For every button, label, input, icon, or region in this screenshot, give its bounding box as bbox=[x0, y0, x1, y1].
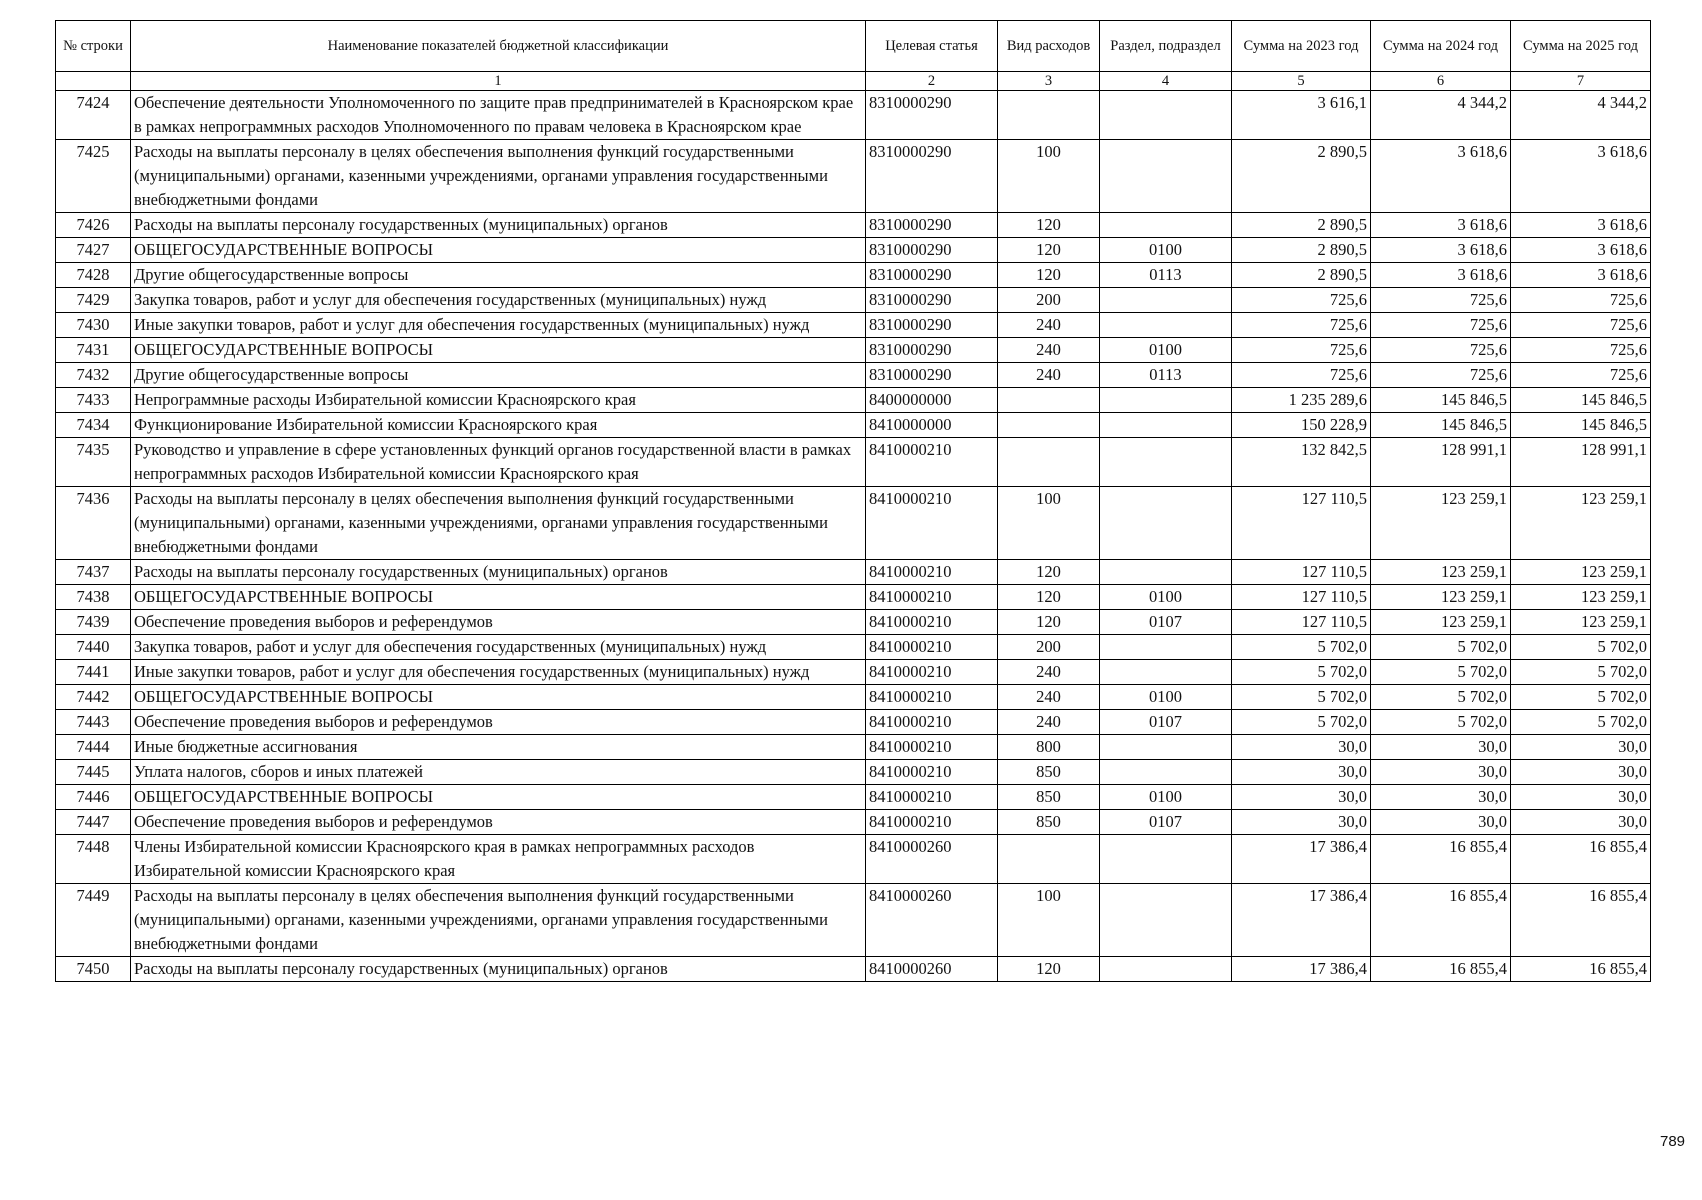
header-sum-2024: Сумма на 2024 год bbox=[1371, 21, 1511, 72]
table-row bbox=[56, 560, 1651, 585]
expense-type-cell bbox=[998, 413, 1100, 438]
section-cell: 0100 bbox=[1100, 338, 1232, 363]
sum-2023-cell: 127 110,5 bbox=[1232, 560, 1371, 585]
table-row bbox=[56, 710, 1651, 735]
indicator-name-cell: Функционирование Избирательной комиссии Красноярского края bbox=[131, 413, 866, 438]
sum-2023-cell: 725,6 bbox=[1232, 363, 1371, 388]
sum-2023-cell: 30,0 bbox=[1232, 760, 1371, 785]
expense-type-cell: 120 bbox=[998, 957, 1100, 982]
sum-2025-cell: 145 846,5 bbox=[1511, 413, 1651, 438]
section-cell bbox=[1100, 140, 1232, 213]
sum-2023-cell: 2 890,5 bbox=[1232, 263, 1371, 288]
sum-2023-cell: 5 702,0 bbox=[1232, 710, 1371, 735]
table-row bbox=[56, 413, 1651, 438]
section-cell: 0113 bbox=[1100, 263, 1232, 288]
table-row bbox=[56, 238, 1651, 263]
row-number-cell: 7429 bbox=[56, 288, 131, 313]
target-article-cell: 8410000210 bbox=[866, 610, 998, 635]
section-cell bbox=[1100, 760, 1232, 785]
column-number: 3 bbox=[998, 72, 1100, 91]
indicator-name-cell: Расходы на выплаты персоналу в целях обеспечения выполнения функций государственными (муниципальными) органами, казенными учреждениями, органами управления государственными внебюджетными фондами bbox=[131, 884, 866, 957]
target-article-cell: 8310000290 bbox=[866, 288, 998, 313]
sum-2023-cell: 5 702,0 bbox=[1232, 685, 1371, 710]
indicator-name-cell: Другие общегосударственные вопросы bbox=[131, 263, 866, 288]
target-article-cell: 8410000260 bbox=[866, 957, 998, 982]
target-article-cell: 8310000290 bbox=[866, 263, 998, 288]
target-article-cell: 8310000290 bbox=[866, 140, 998, 213]
indicator-name-cell: Иные закупки товаров, работ и услуг для обеспечения государственных (муниципальных) нужд bbox=[131, 313, 866, 338]
row-number-cell: 7438 bbox=[56, 585, 131, 610]
indicator-name-cell: Закупка товаров, работ и услуг для обеспечения государственных (муниципальных) нужд bbox=[131, 635, 866, 660]
target-article-cell: 8410000210 bbox=[866, 438, 998, 487]
section-cell bbox=[1100, 438, 1232, 487]
expense-type-cell: 200 bbox=[998, 288, 1100, 313]
expense-type-cell bbox=[998, 438, 1100, 487]
sum-2024-cell: 16 855,4 bbox=[1371, 957, 1511, 982]
table-row bbox=[56, 438, 1651, 487]
row-number-cell: 7430 bbox=[56, 313, 131, 338]
section-cell bbox=[1100, 213, 1232, 238]
expense-type-cell: 120 bbox=[998, 213, 1100, 238]
sum-2024-cell: 16 855,4 bbox=[1371, 835, 1511, 884]
table-row bbox=[56, 884, 1651, 957]
target-article-cell: 8310000290 bbox=[866, 338, 998, 363]
row-number-cell: 7437 bbox=[56, 560, 131, 585]
sum-2023-cell: 127 110,5 bbox=[1232, 585, 1371, 610]
expense-type-cell: 100 bbox=[998, 884, 1100, 957]
sum-2023-cell: 2 890,5 bbox=[1232, 140, 1371, 213]
table-row bbox=[56, 957, 1651, 982]
target-article-cell: 8310000290 bbox=[866, 91, 998, 140]
expense-type-cell bbox=[998, 388, 1100, 413]
sum-2025-cell: 3 618,6 bbox=[1511, 213, 1651, 238]
expense-type-cell bbox=[998, 835, 1100, 884]
indicator-name-cell: Обеспечение проведения выборов и референдумов bbox=[131, 810, 866, 835]
expense-type-cell: 240 bbox=[998, 710, 1100, 735]
indicator-name-cell: ОБЩЕГОСУДАРСТВЕННЫЕ ВОПРОСЫ bbox=[131, 685, 866, 710]
target-article-cell: 8310000290 bbox=[866, 363, 998, 388]
indicator-name-cell: ОБЩЕГОСУДАРСТВЕННЫЕ ВОПРОСЫ bbox=[131, 585, 866, 610]
target-article-cell: 8410000210 bbox=[866, 635, 998, 660]
sum-2024-cell: 725,6 bbox=[1371, 313, 1511, 338]
expense-type-cell: 120 bbox=[998, 585, 1100, 610]
sum-2023-cell: 3 616,1 bbox=[1232, 91, 1371, 140]
section-cell: 0107 bbox=[1100, 710, 1232, 735]
sum-2023-cell: 132 842,5 bbox=[1232, 438, 1371, 487]
indicator-name-cell: Иные закупки товаров, работ и услуг для обеспечения государственных (муниципальных) нужд bbox=[131, 660, 866, 685]
sum-2024-cell: 30,0 bbox=[1371, 760, 1511, 785]
sum-2023-cell: 30,0 bbox=[1232, 810, 1371, 835]
sum-2025-cell: 30,0 bbox=[1511, 760, 1651, 785]
row-number-cell: 7444 bbox=[56, 735, 131, 760]
table-row bbox=[56, 487, 1651, 560]
table-row bbox=[56, 585, 1651, 610]
expense-type-cell: 240 bbox=[998, 660, 1100, 685]
expense-type-cell: 200 bbox=[998, 635, 1100, 660]
sum-2025-cell: 5 702,0 bbox=[1511, 635, 1651, 660]
sum-2025-cell: 16 855,4 bbox=[1511, 884, 1651, 957]
sum-2023-cell: 127 110,5 bbox=[1232, 487, 1371, 560]
table-row bbox=[56, 140, 1651, 213]
expense-type-cell bbox=[998, 91, 1100, 140]
table-body bbox=[56, 91, 1651, 982]
sum-2023-cell: 2 890,5 bbox=[1232, 213, 1371, 238]
sum-2024-cell: 30,0 bbox=[1371, 735, 1511, 760]
target-article-cell: 8310000290 bbox=[866, 313, 998, 338]
target-article-cell: 8410000210 bbox=[866, 585, 998, 610]
target-article-cell: 8410000210 bbox=[866, 785, 998, 810]
indicator-name-cell: Закупка товаров, работ и услуг для обеспечения государственных (муниципальных) нужд bbox=[131, 288, 866, 313]
sum-2025-cell: 145 846,5 bbox=[1511, 388, 1651, 413]
expense-type-cell: 120 bbox=[998, 238, 1100, 263]
sum-2024-cell: 128 991,1 bbox=[1371, 438, 1511, 487]
row-number-cell: 7447 bbox=[56, 810, 131, 835]
table-row bbox=[56, 660, 1651, 685]
sum-2025-cell: 128 991,1 bbox=[1511, 438, 1651, 487]
target-article-cell: 8410000210 bbox=[866, 735, 998, 760]
target-article-cell: 8310000290 bbox=[866, 238, 998, 263]
budget-classification-table bbox=[55, 20, 1651, 982]
budget-table-container bbox=[55, 20, 1650, 982]
sum-2024-cell: 123 259,1 bbox=[1371, 487, 1511, 560]
target-article-cell: 8410000210 bbox=[866, 685, 998, 710]
table-row bbox=[56, 338, 1651, 363]
header-expense-type: Вид расходов bbox=[998, 21, 1100, 72]
section-cell bbox=[1100, 835, 1232, 884]
indicator-name-cell: Члены Избирательной комиссии Красноярского края в рамках непрограммных расходов Избирательной комиссии Красноярского края bbox=[131, 835, 866, 884]
sum-2024-cell: 145 846,5 bbox=[1371, 388, 1511, 413]
sum-2025-cell: 3 618,6 bbox=[1511, 238, 1651, 263]
row-number-cell: 7431 bbox=[56, 338, 131, 363]
sum-2025-cell: 725,6 bbox=[1511, 313, 1651, 338]
expense-type-cell: 120 bbox=[998, 560, 1100, 585]
indicator-name-cell: ОБЩЕГОСУДАРСТВЕННЫЕ ВОПРОСЫ bbox=[131, 338, 866, 363]
sum-2024-cell: 5 702,0 bbox=[1371, 635, 1511, 660]
sum-2025-cell: 30,0 bbox=[1511, 735, 1651, 760]
sum-2024-cell: 725,6 bbox=[1371, 288, 1511, 313]
sum-2025-cell: 123 259,1 bbox=[1511, 487, 1651, 560]
row-number-cell: 7443 bbox=[56, 710, 131, 735]
row-number-cell: 7434 bbox=[56, 413, 131, 438]
section-cell: 0100 bbox=[1100, 238, 1232, 263]
page-number: 789 bbox=[1660, 1133, 1686, 1150]
row-number-cell: 7436 bbox=[56, 487, 131, 560]
section-cell bbox=[1100, 487, 1232, 560]
sum-2024-cell: 3 618,6 bbox=[1371, 238, 1511, 263]
sum-2024-cell: 3 618,6 bbox=[1371, 213, 1511, 238]
indicator-name-cell: Расходы на выплаты персоналу государственных (муниципальных) органов bbox=[131, 560, 866, 585]
sum-2025-cell: 725,6 bbox=[1511, 363, 1651, 388]
target-article-cell: 8410000210 bbox=[866, 710, 998, 735]
sum-2024-cell: 725,6 bbox=[1371, 363, 1511, 388]
sum-2025-cell: 5 702,0 bbox=[1511, 710, 1651, 735]
row-number-cell: 7448 bbox=[56, 835, 131, 884]
target-article-cell: 8410000210 bbox=[866, 760, 998, 785]
expense-type-cell: 240 bbox=[998, 685, 1100, 710]
row-number-cell: 7440 bbox=[56, 635, 131, 660]
table-row bbox=[56, 263, 1651, 288]
section-cell: 0100 bbox=[1100, 585, 1232, 610]
section-cell bbox=[1100, 560, 1232, 585]
sum-2025-cell: 123 259,1 bbox=[1511, 560, 1651, 585]
header-name: Наименование показателей бюджетной классификации bbox=[131, 21, 866, 72]
sum-2023-cell: 2 890,5 bbox=[1232, 238, 1371, 263]
expense-type-cell: 100 bbox=[998, 140, 1100, 213]
indicator-name-cell: Непрограммные расходы Избирательной комиссии Красноярского края bbox=[131, 388, 866, 413]
column-number-row bbox=[56, 72, 1651, 91]
row-number-cell: 7424 bbox=[56, 91, 131, 140]
sum-2023-cell: 17 386,4 bbox=[1232, 957, 1371, 982]
column-number: 6 bbox=[1371, 72, 1511, 91]
section-cell: 0100 bbox=[1100, 685, 1232, 710]
sum-2023-cell: 5 702,0 bbox=[1232, 635, 1371, 660]
sum-2024-cell: 3 618,6 bbox=[1371, 140, 1511, 213]
target-article-cell: 8310000290 bbox=[866, 213, 998, 238]
sum-2025-cell: 3 618,6 bbox=[1511, 263, 1651, 288]
sum-2024-cell: 30,0 bbox=[1371, 785, 1511, 810]
section-cell bbox=[1100, 957, 1232, 982]
section-cell bbox=[1100, 635, 1232, 660]
sum-2025-cell: 725,6 bbox=[1511, 338, 1651, 363]
section-cell bbox=[1100, 660, 1232, 685]
sum-2025-cell: 4 344,2 bbox=[1511, 91, 1651, 140]
sum-2025-cell: 30,0 bbox=[1511, 810, 1651, 835]
table-row bbox=[56, 785, 1651, 810]
sum-2024-cell: 4 344,2 bbox=[1371, 91, 1511, 140]
table-row bbox=[56, 760, 1651, 785]
sum-2023-cell: 725,6 bbox=[1232, 338, 1371, 363]
section-cell bbox=[1100, 288, 1232, 313]
expense-type-cell: 100 bbox=[998, 487, 1100, 560]
indicator-name-cell: Уплата налогов, сборов и иных платежей bbox=[131, 760, 866, 785]
row-number-cell: 7446 bbox=[56, 785, 131, 810]
sum-2025-cell: 3 618,6 bbox=[1511, 140, 1651, 213]
table-row bbox=[56, 213, 1651, 238]
target-article-cell: 8410000210 bbox=[866, 487, 998, 560]
section-cell: 0107 bbox=[1100, 810, 1232, 835]
table-row bbox=[56, 810, 1651, 835]
row-number-cell: 7450 bbox=[56, 957, 131, 982]
header-target-article: Целевая статья bbox=[866, 21, 998, 72]
row-number-cell: 7426 bbox=[56, 213, 131, 238]
sum-2025-cell: 5 702,0 bbox=[1511, 685, 1651, 710]
indicator-name-cell: Обеспечение деятельности Уполномоченного по защите прав предпринимателей в Красноярском крае в рамках непрограммных расходов Уполномоченного по правам человека в Красноярском крае bbox=[131, 91, 866, 140]
sum-2025-cell: 5 702,0 bbox=[1511, 660, 1651, 685]
indicator-name-cell: Расходы на выплаты персоналу государственных (муниципальных) органов bbox=[131, 957, 866, 982]
sum-2023-cell: 17 386,4 bbox=[1232, 884, 1371, 957]
row-number-cell: 7449 bbox=[56, 884, 131, 957]
column-number: 2 bbox=[866, 72, 998, 91]
section-cell: 0113 bbox=[1100, 363, 1232, 388]
table-row bbox=[56, 610, 1651, 635]
sum-2023-cell: 150 228,9 bbox=[1232, 413, 1371, 438]
expense-type-cell: 120 bbox=[998, 610, 1100, 635]
header-row-no: № строки bbox=[56, 21, 131, 72]
indicator-name-cell: Руководство и управление в сфере установленных функций органов государственной власти в рамках непрограммных расходов Избирательной комиссии Красноярского края bbox=[131, 438, 866, 487]
expense-type-cell: 800 bbox=[998, 735, 1100, 760]
sum-2024-cell: 725,6 bbox=[1371, 338, 1511, 363]
table-header-row bbox=[56, 21, 1651, 72]
section-cell bbox=[1100, 91, 1232, 140]
expense-type-cell: 850 bbox=[998, 810, 1100, 835]
column-number bbox=[56, 72, 131, 91]
row-number-cell: 7425 bbox=[56, 140, 131, 213]
row-number-cell: 7432 bbox=[56, 363, 131, 388]
expense-type-cell: 240 bbox=[998, 338, 1100, 363]
sum-2023-cell: 17 386,4 bbox=[1232, 835, 1371, 884]
header-section: Раздел, подраздел bbox=[1100, 21, 1232, 72]
target-article-cell: 8410000210 bbox=[866, 810, 998, 835]
sum-2025-cell: 123 259,1 bbox=[1511, 585, 1651, 610]
indicator-name-cell: Другие общегосударственные вопросы bbox=[131, 363, 866, 388]
section-cell bbox=[1100, 388, 1232, 413]
column-number: 1 bbox=[131, 72, 866, 91]
sum-2025-cell: 725,6 bbox=[1511, 288, 1651, 313]
indicator-name-cell: ОБЩЕГОСУДАРСТВЕННЫЕ ВОПРОСЫ bbox=[131, 238, 866, 263]
sum-2024-cell: 3 618,6 bbox=[1371, 263, 1511, 288]
sum-2025-cell: 123 259,1 bbox=[1511, 610, 1651, 635]
header-sum-2023: Сумма на 2023 год bbox=[1232, 21, 1371, 72]
table-row bbox=[56, 91, 1651, 140]
table-row bbox=[56, 363, 1651, 388]
column-number: 5 bbox=[1232, 72, 1371, 91]
sum-2024-cell: 5 702,0 bbox=[1371, 710, 1511, 735]
target-article-cell: 8410000210 bbox=[866, 560, 998, 585]
section-cell bbox=[1100, 735, 1232, 760]
row-number-cell: 7435 bbox=[56, 438, 131, 487]
sum-2024-cell: 123 259,1 bbox=[1371, 560, 1511, 585]
expense-type-cell: 850 bbox=[998, 785, 1100, 810]
expense-type-cell: 240 bbox=[998, 363, 1100, 388]
row-number-cell: 7442 bbox=[56, 685, 131, 710]
column-number: 7 bbox=[1511, 72, 1651, 91]
target-article-cell: 8410000210 bbox=[866, 660, 998, 685]
indicator-name-cell: Иные бюджетные ассигнования bbox=[131, 735, 866, 760]
section-cell bbox=[1100, 413, 1232, 438]
indicator-name-cell: Расходы на выплаты персоналу в целях обеспечения выполнения функций государственными (муниципальными) органами, казенными учреждениями, органами управления государственными внебюджетными фондами bbox=[131, 140, 866, 213]
sum-2023-cell: 127 110,5 bbox=[1232, 610, 1371, 635]
indicator-name-cell: Расходы на выплаты персоналу государственных (муниципальных) органов bbox=[131, 213, 866, 238]
row-number-cell: 7433 bbox=[56, 388, 131, 413]
sum-2023-cell: 30,0 bbox=[1232, 735, 1371, 760]
target-article-cell: 8410000260 bbox=[866, 884, 998, 957]
sum-2023-cell: 5 702,0 bbox=[1232, 660, 1371, 685]
sum-2024-cell: 145 846,5 bbox=[1371, 413, 1511, 438]
indicator-name-cell: Обеспечение проведения выборов и референдумов bbox=[131, 710, 866, 735]
sum-2024-cell: 123 259,1 bbox=[1371, 610, 1511, 635]
row-number-cell: 7427 bbox=[56, 238, 131, 263]
sum-2024-cell: 30,0 bbox=[1371, 810, 1511, 835]
row-number-cell: 7441 bbox=[56, 660, 131, 685]
sum-2024-cell: 5 702,0 bbox=[1371, 685, 1511, 710]
table-row bbox=[56, 288, 1651, 313]
indicator-name-cell: ОБЩЕГОСУДАРСТВЕННЫЕ ВОПРОСЫ bbox=[131, 785, 866, 810]
indicator-name-cell: Расходы на выплаты персоналу в целях обеспечения выполнения функций государственными (муниципальными) органами, казенными учреждениями, органами управления государственными внебюджетными фондами bbox=[131, 487, 866, 560]
row-number-cell: 7439 bbox=[56, 610, 131, 635]
header-sum-2025: Сумма на 2025 год bbox=[1511, 21, 1651, 72]
target-article-cell: 8410000000 bbox=[866, 413, 998, 438]
sum-2024-cell: 5 702,0 bbox=[1371, 660, 1511, 685]
target-article-cell: 8400000000 bbox=[866, 388, 998, 413]
sum-2025-cell: 16 855,4 bbox=[1511, 835, 1651, 884]
sum-2025-cell: 30,0 bbox=[1511, 785, 1651, 810]
sum-2024-cell: 123 259,1 bbox=[1371, 585, 1511, 610]
table-row bbox=[56, 388, 1651, 413]
sum-2025-cell: 16 855,4 bbox=[1511, 957, 1651, 982]
indicator-name-cell: Обеспечение проведения выборов и референдумов bbox=[131, 610, 866, 635]
sum-2023-cell: 725,6 bbox=[1232, 288, 1371, 313]
table-row bbox=[56, 835, 1651, 884]
row-number-cell: 7428 bbox=[56, 263, 131, 288]
section-cell bbox=[1100, 884, 1232, 957]
expense-type-cell: 850 bbox=[998, 760, 1100, 785]
sum-2023-cell: 1 235 289,6 bbox=[1232, 388, 1371, 413]
expense-type-cell: 120 bbox=[998, 263, 1100, 288]
sum-2024-cell: 16 855,4 bbox=[1371, 884, 1511, 957]
table-row bbox=[56, 735, 1651, 760]
section-cell: 0107 bbox=[1100, 610, 1232, 635]
table-row bbox=[56, 313, 1651, 338]
target-article-cell: 8410000260 bbox=[866, 835, 998, 884]
table-row bbox=[56, 635, 1651, 660]
expense-type-cell: 240 bbox=[998, 313, 1100, 338]
section-cell bbox=[1100, 313, 1232, 338]
table-row bbox=[56, 685, 1651, 710]
column-number: 4 bbox=[1100, 72, 1232, 91]
sum-2023-cell: 725,6 bbox=[1232, 313, 1371, 338]
sum-2023-cell: 30,0 bbox=[1232, 785, 1371, 810]
row-number-cell: 7445 bbox=[56, 760, 131, 785]
section-cell: 0100 bbox=[1100, 785, 1232, 810]
